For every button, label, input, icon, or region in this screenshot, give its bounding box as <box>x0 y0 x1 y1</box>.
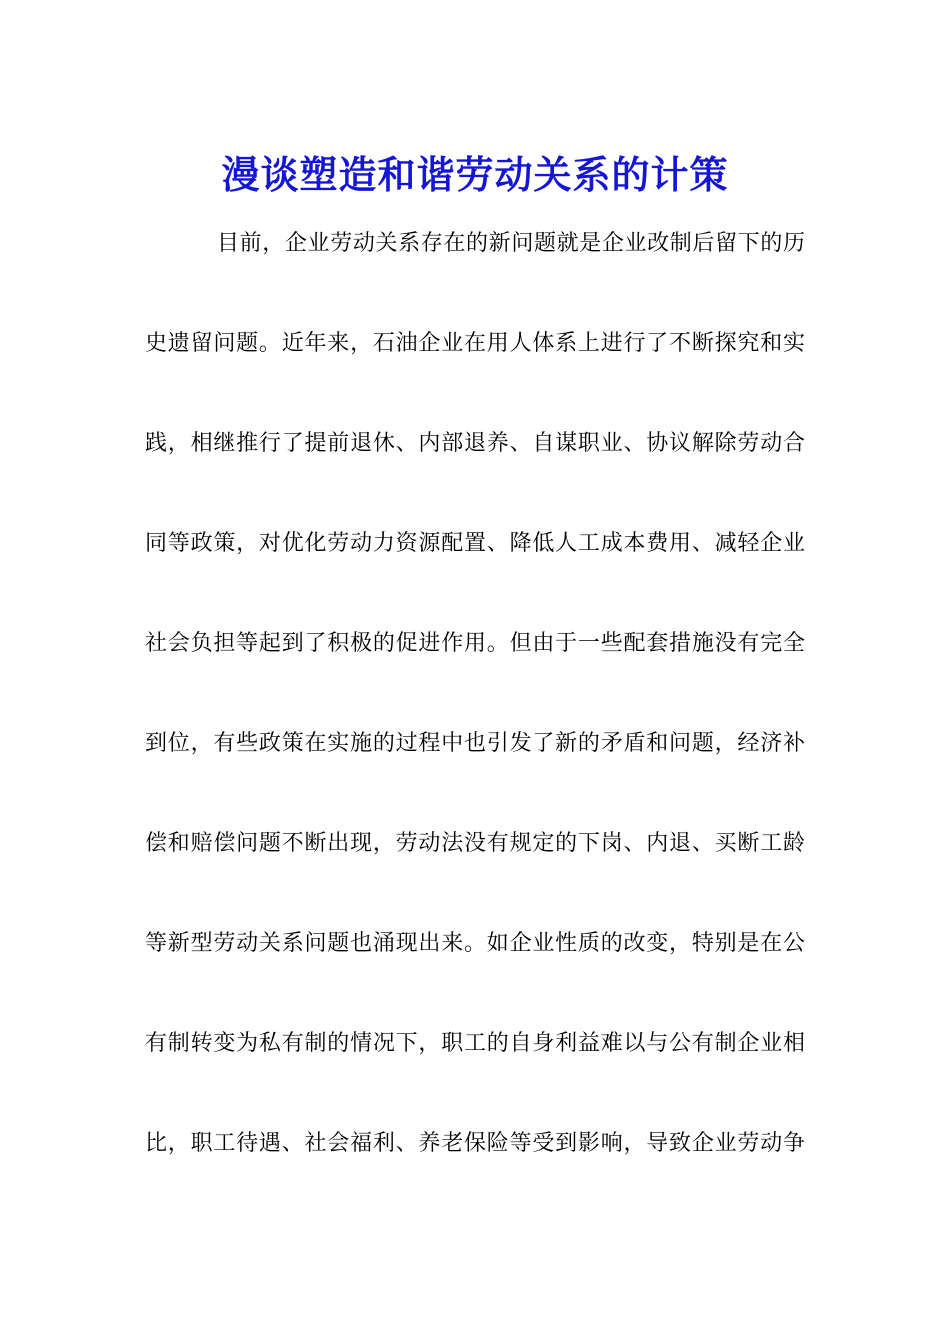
body-line: 社会负担等起到了积极的促进作用。但由于一些配套措施没有完全 <box>145 631 805 656</box>
body-line: 践，相继推行了提前退休、内部退养、自谋职业、协议解除劳动合 <box>145 431 805 456</box>
body-line: 偿和赔偿问题不断出现，劳动法没有规定的下岗、内退、买断工龄 <box>145 831 805 856</box>
body-line: 目前，企业劳动关系存在的新问题就是企业改制后留下的历 <box>217 231 805 256</box>
document-title: 漫谈塑造和谐劳动关系的计策 <box>221 152 729 198</box>
body-line: 史遗留问题。近年来，石油企业在用人体系上进行了不断探究和实 <box>145 331 805 356</box>
body-text <box>145 222 805 1222</box>
body-line: 比，职工待遇、社会福利、养老保险等受到影响，导致企业劳动争 <box>145 1131 805 1156</box>
body-line: 同等政策，对优化劳动力资源配置、降低人工成本费用、减轻企业 <box>145 531 805 556</box>
body-line: 有制转变为私有制的情况下，职工的自身利益难以与公有制企业相 <box>145 1031 805 1056</box>
body-line: 到位，有些政策在实施的过程中也引发了新的矛盾和问题，经济补 <box>145 731 805 756</box>
body-line: 等新型劳动关系问题也涌现出来。如企业性质的改变，特别是在公 <box>145 931 805 956</box>
